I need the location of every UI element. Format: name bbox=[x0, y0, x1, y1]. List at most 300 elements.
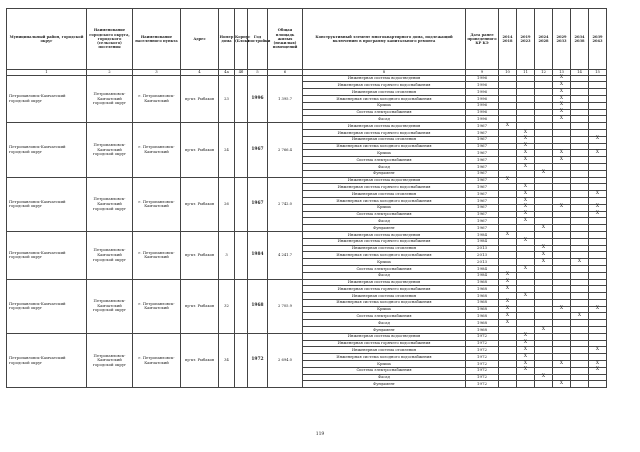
period-mark-cell bbox=[535, 340, 553, 347]
period-mark-cell: X bbox=[571, 259, 589, 266]
period-mark-cell bbox=[571, 361, 589, 368]
period-mark-cell bbox=[499, 252, 517, 259]
period-mark-cell bbox=[535, 82, 553, 89]
period-mark-cell bbox=[571, 381, 589, 388]
period-mark-cell bbox=[499, 238, 517, 245]
period-mark-cell bbox=[589, 95, 607, 102]
period-mark-cell: X bbox=[535, 170, 553, 177]
period-mark-cell bbox=[499, 361, 517, 368]
element-cell: Крыша bbox=[303, 361, 466, 368]
period-mark-cell bbox=[517, 252, 535, 259]
building-cell bbox=[235, 333, 248, 387]
period-mark-cell bbox=[589, 333, 607, 340]
period-mark-cell bbox=[499, 259, 517, 266]
period-mark-cell bbox=[571, 177, 589, 184]
period-mark-cell bbox=[571, 116, 589, 123]
period-mark-cell bbox=[535, 136, 553, 143]
repair-date-cell: 1968 bbox=[466, 299, 499, 306]
period-mark-cell bbox=[553, 252, 571, 259]
column-number-cell: 11 bbox=[517, 70, 535, 76]
period-mark-cell: X bbox=[517, 136, 535, 143]
period-mark-cell bbox=[553, 333, 571, 340]
period-mark-cell bbox=[571, 102, 589, 109]
period-mark-cell: X bbox=[517, 163, 535, 170]
building-cell bbox=[235, 231, 248, 279]
street-cell: пр-кт. Рыбаков bbox=[181, 75, 219, 123]
area-cell: 2 694.0 bbox=[268, 333, 303, 387]
settlement-cell: Петропавловск-Камчатский городской округ bbox=[87, 75, 133, 123]
column-number-cell: 9 bbox=[466, 70, 499, 76]
period-mark-cell bbox=[553, 293, 571, 300]
repair-date-cell: 1967 bbox=[466, 225, 499, 232]
period-mark-cell bbox=[535, 238, 553, 245]
street-cell: пр-кт. Рыбаков bbox=[181, 279, 219, 333]
house-group bbox=[7, 279, 607, 333]
repair-date-cell: 1967 bbox=[466, 184, 499, 191]
repair-date-cell: 1967 bbox=[466, 177, 499, 184]
period-mark-cell bbox=[589, 313, 607, 320]
period-mark-cell bbox=[535, 293, 553, 300]
municipality-cell: Петропавловск-Камчатский городской округ bbox=[7, 279, 87, 333]
element-cell: Инженерная система водоотведения bbox=[303, 75, 466, 82]
period-mark-cell bbox=[517, 374, 535, 381]
period-mark-cell bbox=[589, 109, 607, 116]
header-address: Адрес bbox=[181, 9, 219, 70]
element-cell: Инженерная система горячего водоснабжения bbox=[303, 184, 466, 191]
repair-date-cell: 1996 bbox=[466, 89, 499, 96]
period-mark-cell: X bbox=[553, 89, 571, 96]
period-mark-cell bbox=[499, 82, 517, 89]
repair-date-cell: 1996 bbox=[466, 109, 499, 116]
element-cell: Крыша bbox=[303, 306, 466, 313]
period-mark-cell bbox=[553, 143, 571, 150]
column-number-cell: 4 bbox=[181, 70, 219, 76]
period-mark-cell: X bbox=[499, 306, 517, 313]
period-mark-cell bbox=[517, 306, 535, 313]
area-cell: 2 705.9 bbox=[268, 279, 303, 333]
period-mark-cell bbox=[589, 259, 607, 266]
period-mark-cell bbox=[535, 347, 553, 354]
repair-date-cell: 1972 bbox=[466, 340, 499, 347]
period-mark-cell bbox=[589, 157, 607, 164]
period-mark-cell bbox=[571, 82, 589, 89]
period-mark-cell bbox=[571, 245, 589, 252]
repair-date-cell: 1972 bbox=[466, 367, 499, 374]
period-mark-cell bbox=[535, 150, 553, 157]
period-mark-cell bbox=[499, 184, 517, 191]
period-mark-cell bbox=[499, 218, 517, 225]
area-cell: 4 241.7 bbox=[268, 231, 303, 279]
column-number-cell: 5 bbox=[248, 70, 268, 76]
header-period-2024-2028: 2024 2028 bbox=[535, 9, 553, 70]
period-mark-cell bbox=[571, 265, 589, 272]
municipality-cell: Петропавловск-Камчатский городской округ bbox=[7, 123, 87, 177]
period-mark-cell bbox=[571, 163, 589, 170]
period-mark-cell bbox=[571, 89, 589, 96]
period-mark-cell bbox=[535, 381, 553, 388]
period-mark-cell bbox=[571, 367, 589, 374]
period-mark-cell bbox=[535, 89, 553, 96]
period-mark-cell bbox=[535, 218, 553, 225]
period-mark-cell bbox=[589, 272, 607, 279]
repair-date-cell: 1967 bbox=[466, 163, 499, 170]
period-mark-cell bbox=[535, 306, 553, 313]
period-mark-cell bbox=[553, 313, 571, 320]
period-mark-cell bbox=[571, 252, 589, 259]
period-mark-cell: X bbox=[553, 95, 571, 102]
period-mark-cell bbox=[553, 245, 571, 252]
period-mark-cell: X bbox=[535, 225, 553, 232]
period-mark-cell bbox=[571, 327, 589, 334]
table-row bbox=[7, 231, 607, 238]
period-mark-cell: X bbox=[553, 150, 571, 157]
settlement-cell: Петропавловск-Камчатский городской округ bbox=[87, 279, 133, 333]
year-built-cell: 1984 bbox=[248, 231, 268, 279]
period-mark-cell: X bbox=[553, 204, 571, 211]
period-mark-cell bbox=[589, 265, 607, 272]
house-group bbox=[7, 231, 607, 279]
period-mark-cell bbox=[499, 367, 517, 374]
period-mark-cell bbox=[499, 265, 517, 272]
period-mark-cell bbox=[517, 109, 535, 116]
period-mark-cell bbox=[535, 102, 553, 109]
column-number-cell: 12 bbox=[535, 70, 553, 76]
period-mark-cell bbox=[571, 129, 589, 136]
period-mark-cell bbox=[499, 129, 517, 136]
period-mark-cell bbox=[517, 231, 535, 238]
header-municipality: Муниципальный район, городской округ bbox=[7, 9, 87, 70]
period-mark-cell bbox=[517, 225, 535, 232]
period-mark-cell bbox=[517, 381, 535, 388]
period-mark-cell bbox=[499, 150, 517, 157]
period-mark-cell bbox=[589, 82, 607, 89]
period-mark-cell: X bbox=[553, 102, 571, 109]
period-mark-cell bbox=[517, 75, 535, 82]
period-mark-cell bbox=[589, 320, 607, 327]
element-cell: Система электроснабжения bbox=[303, 211, 466, 218]
column-number-cell: 2 bbox=[87, 70, 133, 76]
column-number-cell: 13 bbox=[553, 70, 571, 76]
period-mark-cell bbox=[589, 279, 607, 286]
period-mark-cell bbox=[571, 204, 589, 211]
repair-date-cell: 1984 bbox=[466, 231, 499, 238]
period-mark-cell: X bbox=[589, 150, 607, 157]
header-structural-element: Конструктивный элемент многоквартирного дома, подлежащий включению в программу капитального ремонта bbox=[303, 9, 466, 70]
locality-cell: г. Петропавловск-Камчатский bbox=[133, 123, 181, 177]
locality-cell: г. Петропавловск-Камчатский bbox=[133, 75, 181, 123]
period-mark-cell bbox=[571, 340, 589, 347]
settlement-cell: Петропавловск-Камчатский городской округ bbox=[87, 177, 133, 231]
element-cell: Фундамент bbox=[303, 327, 466, 334]
municipality-cell: Петропавловск-Камчатский городской округ bbox=[7, 177, 87, 231]
header-previous-repair-date: Дата ранее проведенного КР КЭ bbox=[466, 9, 499, 70]
period-mark-cell bbox=[517, 177, 535, 184]
element-cell: Система электроснабжения bbox=[303, 367, 466, 374]
element-cell: Фасад bbox=[303, 163, 466, 170]
period-mark-cell: X bbox=[517, 333, 535, 340]
area-cell: 2 766.4 bbox=[268, 123, 303, 177]
period-mark-cell: X bbox=[517, 293, 535, 300]
period-mark-cell bbox=[535, 299, 553, 306]
period-mark-cell bbox=[589, 129, 607, 136]
period-mark-cell bbox=[571, 238, 589, 245]
element-cell: Фундамент bbox=[303, 381, 466, 388]
period-mark-cell: X bbox=[517, 204, 535, 211]
period-mark-cell bbox=[517, 272, 535, 279]
period-mark-cell bbox=[499, 245, 517, 252]
period-mark-cell: X bbox=[499, 177, 517, 184]
table-row bbox=[7, 333, 607, 340]
element-cell: Инженерная система отопления bbox=[303, 191, 466, 198]
period-mark-cell: X bbox=[499, 299, 517, 306]
period-mark-cell: X bbox=[499, 279, 517, 286]
period-mark-cell bbox=[553, 136, 571, 143]
period-mark-cell bbox=[589, 75, 607, 82]
house-group bbox=[7, 75, 607, 123]
header-year-built: Год постройки bbox=[248, 9, 268, 70]
period-mark-cell bbox=[571, 184, 589, 191]
repair-date-cell: 1967 bbox=[466, 129, 499, 136]
period-mark-cell: X bbox=[517, 129, 535, 136]
header-period-2034-2038: 2034 2038 bbox=[571, 9, 589, 70]
element-cell: Фасад bbox=[303, 218, 466, 225]
period-mark-cell bbox=[517, 82, 535, 89]
house-group bbox=[7, 333, 607, 387]
period-mark-cell bbox=[571, 197, 589, 204]
period-mark-cell bbox=[589, 143, 607, 150]
period-mark-cell bbox=[571, 211, 589, 218]
header-total-area: Общая площадь жилых (нежилых) помещений bbox=[268, 9, 303, 70]
element-cell: Система электроснабжения bbox=[303, 265, 466, 272]
period-mark-cell bbox=[517, 313, 535, 320]
period-mark-cell bbox=[571, 123, 589, 130]
period-mark-cell bbox=[499, 293, 517, 300]
building-cell bbox=[235, 75, 248, 123]
repair-date-cell: 1967 bbox=[466, 191, 499, 198]
period-mark-cell bbox=[499, 354, 517, 361]
element-cell: Инженерная система горячего водоснабжения bbox=[303, 238, 466, 245]
period-mark-cell bbox=[517, 320, 535, 327]
period-mark-cell bbox=[571, 136, 589, 143]
period-mark-cell bbox=[499, 197, 517, 204]
header-row bbox=[7, 9, 607, 70]
period-mark-cell bbox=[571, 347, 589, 354]
locality-cell: г. Петропавловск-Камчатский bbox=[133, 177, 181, 231]
period-mark-cell bbox=[589, 293, 607, 300]
street-cell: пр-кт. Рыбаков bbox=[181, 123, 219, 177]
header-locality: Наименование населенного пункта bbox=[133, 9, 181, 70]
element-cell: Инженерная система горячего водоснабжения bbox=[303, 82, 466, 89]
period-mark-cell bbox=[535, 211, 553, 218]
period-mark-cell bbox=[535, 184, 553, 191]
element-cell: Крыша bbox=[303, 102, 466, 109]
period-mark-cell bbox=[589, 218, 607, 225]
repair-date-cell: 1996 bbox=[466, 95, 499, 102]
period-mark-cell: X bbox=[499, 272, 517, 279]
period-mark-cell: X bbox=[517, 367, 535, 374]
period-mark-cell: X bbox=[517, 354, 535, 361]
header-house-number: Номер дома bbox=[219, 9, 235, 70]
period-mark-cell: X bbox=[517, 150, 535, 157]
period-mark-cell bbox=[553, 218, 571, 225]
period-mark-cell: X bbox=[517, 157, 535, 164]
period-mark-cell bbox=[499, 102, 517, 109]
period-mark-cell bbox=[571, 306, 589, 313]
element-cell: Инженерная система горячего водоснабжения bbox=[303, 340, 466, 347]
period-mark-cell bbox=[535, 313, 553, 320]
period-mark-cell bbox=[499, 327, 517, 334]
period-mark-cell bbox=[499, 170, 517, 177]
period-mark-cell bbox=[535, 279, 553, 286]
period-mark-cell: X bbox=[517, 143, 535, 150]
element-cell: Инженерная система отопления bbox=[303, 293, 466, 300]
repair-date-cell: 2013 bbox=[466, 252, 499, 259]
period-mark-cell bbox=[571, 374, 589, 381]
capital-repair-table bbox=[6, 8, 607, 388]
area-cell: 1 395.7 bbox=[268, 75, 303, 123]
period-mark-cell bbox=[517, 279, 535, 286]
period-mark-cell bbox=[535, 204, 553, 211]
repair-date-cell: 1967 bbox=[466, 204, 499, 211]
repair-date-cell: 1972 bbox=[466, 333, 499, 340]
repair-date-cell: 1996 bbox=[466, 75, 499, 82]
column-number-cell: 8 bbox=[303, 70, 466, 76]
house-number-cell: 3 bbox=[219, 231, 235, 279]
header-period-2039-2043: 2039 2043 bbox=[589, 9, 607, 70]
period-mark-cell bbox=[571, 293, 589, 300]
period-mark-cell bbox=[553, 265, 571, 272]
column-number-cell: 1 bbox=[7, 70, 87, 76]
period-mark-cell bbox=[589, 286, 607, 293]
period-mark-cell bbox=[535, 197, 553, 204]
house-group bbox=[7, 123, 607, 177]
period-mark-cell: X bbox=[571, 313, 589, 320]
repair-date-cell: 1972 bbox=[466, 361, 499, 368]
period-mark-cell bbox=[517, 116, 535, 123]
period-mark-cell: X bbox=[517, 340, 535, 347]
page-number: 119 bbox=[315, 432, 325, 437]
period-mark-cell: X bbox=[589, 191, 607, 198]
element-cell: Инженерная система водоотведения bbox=[303, 231, 466, 238]
repair-date-cell: 1968 bbox=[466, 293, 499, 300]
table-row bbox=[7, 123, 607, 130]
element-cell: Инженерная система холодного водоснабжения bbox=[303, 197, 466, 204]
period-mark-cell bbox=[553, 374, 571, 381]
period-mark-cell bbox=[499, 191, 517, 198]
period-mark-cell: X bbox=[553, 361, 571, 368]
element-cell: Система электроснабжения bbox=[303, 157, 466, 164]
locality-cell: г. Петропавловск-Камчатский bbox=[133, 279, 181, 333]
repair-date-cell: 1984 bbox=[466, 272, 499, 279]
period-mark-cell bbox=[499, 374, 517, 381]
period-mark-cell bbox=[553, 272, 571, 279]
period-mark-cell bbox=[535, 109, 553, 116]
element-cell: Фасад bbox=[303, 374, 466, 381]
element-cell: Инженерная система холодного водоснабжения bbox=[303, 299, 466, 306]
period-mark-cell bbox=[553, 184, 571, 191]
year-built-cell: 1996 bbox=[248, 75, 268, 123]
period-mark-cell: X bbox=[589, 361, 607, 368]
element-cell: Крыша bbox=[303, 150, 466, 157]
repair-date-cell: 1967 bbox=[466, 123, 499, 130]
house-number-cell: 32 bbox=[219, 279, 235, 333]
period-mark-cell bbox=[553, 225, 571, 232]
period-mark-cell bbox=[553, 259, 571, 266]
period-mark-cell: X bbox=[589, 306, 607, 313]
repair-date-cell: 1968 bbox=[466, 313, 499, 320]
locality-cell: г. Петропавловск-Камчатский bbox=[133, 231, 181, 279]
period-mark-cell: X bbox=[589, 204, 607, 211]
element-cell: Инженерная система холодного водоснабжения bbox=[303, 252, 466, 259]
element-cell: Крыша bbox=[303, 259, 466, 266]
period-mark-cell: X bbox=[535, 374, 553, 381]
element-cell: Инженерная система отопления bbox=[303, 136, 466, 143]
period-mark-cell bbox=[535, 354, 553, 361]
year-built-cell: 1972 bbox=[248, 333, 268, 387]
repair-date-cell: 1967 bbox=[466, 170, 499, 177]
period-mark-cell bbox=[553, 197, 571, 204]
repair-date-cell: 1967 bbox=[466, 150, 499, 157]
period-mark-cell bbox=[499, 340, 517, 347]
period-mark-cell: X bbox=[589, 347, 607, 354]
table-row bbox=[7, 75, 607, 82]
period-mark-cell: X bbox=[499, 313, 517, 320]
element-cell: Инженерная система отопления bbox=[303, 89, 466, 96]
column-number-cell: 4а bbox=[219, 70, 235, 76]
period-mark-cell: X bbox=[499, 123, 517, 130]
period-mark-cell bbox=[589, 252, 607, 259]
period-mark-cell bbox=[553, 191, 571, 198]
column-number-cell: 4б bbox=[235, 70, 248, 76]
repair-date-cell: 1968 bbox=[466, 306, 499, 313]
period-mark-cell bbox=[553, 163, 571, 170]
period-mark-cell bbox=[517, 286, 535, 293]
repair-date-cell: 1967 bbox=[466, 136, 499, 143]
period-mark-cell bbox=[535, 265, 553, 272]
period-mark-cell bbox=[499, 163, 517, 170]
period-mark-cell bbox=[553, 320, 571, 327]
repair-date-cell: 1984 bbox=[466, 265, 499, 272]
period-mark-cell bbox=[589, 163, 607, 170]
period-mark-cell: X bbox=[553, 82, 571, 89]
element-cell: Фасад bbox=[303, 320, 466, 327]
period-mark-cell bbox=[535, 75, 553, 82]
period-mark-cell: X bbox=[517, 238, 535, 245]
period-mark-cell bbox=[553, 367, 571, 374]
period-mark-cell bbox=[499, 136, 517, 143]
element-cell: Инженерная система водоотведения bbox=[303, 123, 466, 130]
period-mark-cell bbox=[589, 374, 607, 381]
period-mark-cell bbox=[589, 123, 607, 130]
locality-cell: г. Петропавловск-Камчатский bbox=[133, 333, 181, 387]
period-mark-cell bbox=[553, 347, 571, 354]
period-mark-cell bbox=[571, 272, 589, 279]
period-mark-cell bbox=[535, 191, 553, 198]
element-cell: Крыша bbox=[303, 204, 466, 211]
building-cell bbox=[235, 279, 248, 333]
period-mark-cell bbox=[571, 225, 589, 232]
period-mark-cell: X bbox=[517, 191, 535, 198]
period-mark-cell bbox=[571, 279, 589, 286]
table-row bbox=[7, 177, 607, 184]
period-mark-cell bbox=[553, 123, 571, 130]
municipality-cell: Петропавловск-Камчатский городской округ bbox=[7, 75, 87, 123]
year-built-cell: 1968 bbox=[248, 279, 268, 333]
repair-date-cell: 1967 bbox=[466, 197, 499, 204]
period-mark-cell bbox=[571, 150, 589, 157]
repair-date-cell: 1996 bbox=[466, 82, 499, 89]
repair-date-cell: 1967 bbox=[466, 211, 499, 218]
